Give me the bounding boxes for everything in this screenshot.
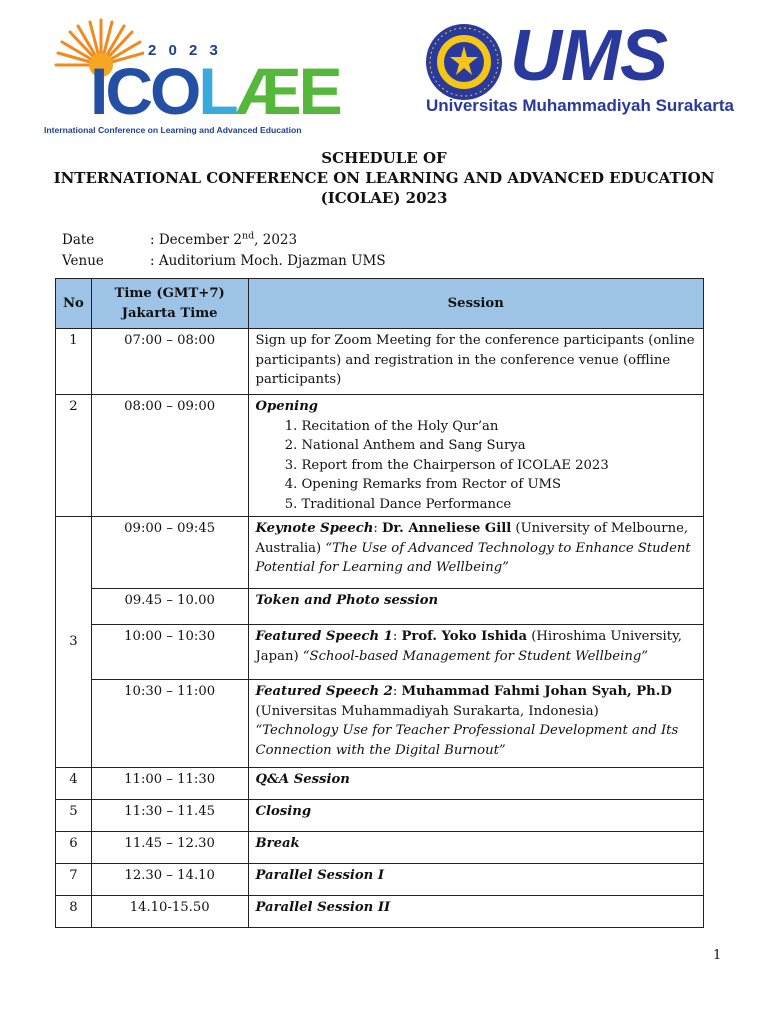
- header-no: No: [56, 279, 92, 329]
- list-item: 1. Recitation of the Holy Qur’an: [302, 417, 697, 437]
- opening-agenda: [256, 417, 697, 515]
- row-time: 11.45 – 12.30: [91, 832, 248, 864]
- row-session: Q&A Session: [248, 768, 704, 800]
- ums-fullname: Universitas Muhammadiyah Surakarta: [426, 96, 735, 115]
- table-row: [56, 768, 704, 800]
- row-time: 11:30 – 11.45: [91, 800, 248, 832]
- row-no: 3: [56, 517, 92, 768]
- row-time: 08:00 – 09:00: [91, 395, 248, 517]
- table-row: [56, 864, 704, 896]
- row-no: 2: [56, 395, 92, 517]
- icolae-year: 2 0 2 3: [148, 42, 222, 59]
- row-session: Featured Speech 2: Muhammad Fahmi Johan Syah, Ph.D (Universitas Muhammadiyah Surakarta, Indonesia) “Technology Use for Teacher Professional Development and Its Connection with the Digital Burnout”: [248, 680, 704, 768]
- table-row: [56, 625, 704, 680]
- ums-wordmark: UMS: [510, 16, 667, 96]
- row-time: 11:00 – 11:30: [91, 768, 248, 800]
- page-number: 1: [713, 948, 722, 963]
- header-time: Time (GMT+7) Jakarta Time: [91, 279, 248, 329]
- session-title: Opening: [255, 399, 319, 414]
- table-row: [56, 589, 704, 625]
- row-session: Break: [248, 832, 704, 864]
- table-row: [56, 832, 704, 864]
- header-session: Session: [248, 279, 704, 329]
- table-row: [56, 680, 704, 768]
- row-no: 1: [56, 329, 92, 395]
- row-no: 5: [56, 800, 92, 832]
- icolae-wordmark: ICOLÆE: [90, 54, 340, 128]
- table-row: [56, 329, 704, 395]
- title-line-2: INTERNATIONAL CONFERENCE ON LEARNING AND ADVANCED EDUCATION: [53, 169, 715, 187]
- row-no: 7: [56, 864, 92, 896]
- row-session: Parallel Session II: [248, 896, 704, 928]
- list-item: 3. Report from the Chairperson of ICOLAE 2023: [302, 456, 697, 476]
- row-time: 09.45 – 10.00: [91, 589, 248, 625]
- row-time: 14.10-15.50: [91, 896, 248, 928]
- table-row: [56, 517, 704, 589]
- title-line-1: SCHEDULE OF: [321, 149, 447, 167]
- row-session: Keynote Speech: Dr. Anneliese Gill (University of Melbourne, Australia) “The Use of Advanced Technology to Enhance Student Potential for Learning and Wellbeing”: [248, 517, 704, 589]
- row-no: 4: [56, 768, 92, 800]
- row-session: [248, 395, 704, 517]
- venue-label: Venue: [62, 253, 104, 269]
- row-session: Token and Photo session: [248, 589, 704, 625]
- table-row: [56, 395, 704, 517]
- row-no: 8: [56, 896, 92, 928]
- table-header-row: [56, 279, 704, 329]
- venue-value: : Auditorium Moch. Djazman UMS: [150, 253, 386, 269]
- row-time: 10:30 – 11:00: [91, 680, 248, 768]
- row-session: Parallel Session I: [248, 864, 704, 896]
- ums-seal-icon: [424, 22, 504, 102]
- date-value: : December 2nd, 2023: [150, 230, 298, 248]
- venue-row: [62, 251, 386, 271]
- row-session: Closing: [248, 800, 704, 832]
- ums-logo: [424, 16, 735, 122]
- list-item: 5. Traditional Dance Performance: [302, 495, 697, 515]
- row-time: 10:00 – 10:30: [91, 625, 248, 680]
- list-item: 2. National Anthem and Sang Surya: [302, 436, 697, 456]
- table-row: [56, 800, 704, 832]
- icolae-subtitle: International Conference on Learning and Advanced Education: [44, 125, 302, 135]
- row-session: Sign up for Zoom Meeting for the conference participants (online participants) and registration in the conference venue (offline participants): [248, 329, 704, 395]
- icolae-logo: [44, 12, 340, 138]
- row-session: Featured Speech 1: Prof. Yoko Ishida (Hiroshima University, Japan) “School-based Management for Student Wellbeing”: [248, 625, 704, 680]
- row-time: 09:00 – 09:45: [91, 517, 248, 589]
- schedule-table: [55, 278, 704, 928]
- row-time: 12.30 – 14.10: [91, 864, 248, 896]
- date-label: Date: [62, 232, 95, 248]
- row-time: 07:00 – 08:00: [91, 329, 248, 395]
- list-item: 4. Opening Remarks from Rector of UMS: [302, 475, 697, 495]
- row-no: 6: [56, 832, 92, 864]
- date-row: [62, 230, 297, 250]
- table-row: [56, 896, 704, 928]
- title-line-3: (ICOLAE) 2023: [320, 189, 448, 207]
